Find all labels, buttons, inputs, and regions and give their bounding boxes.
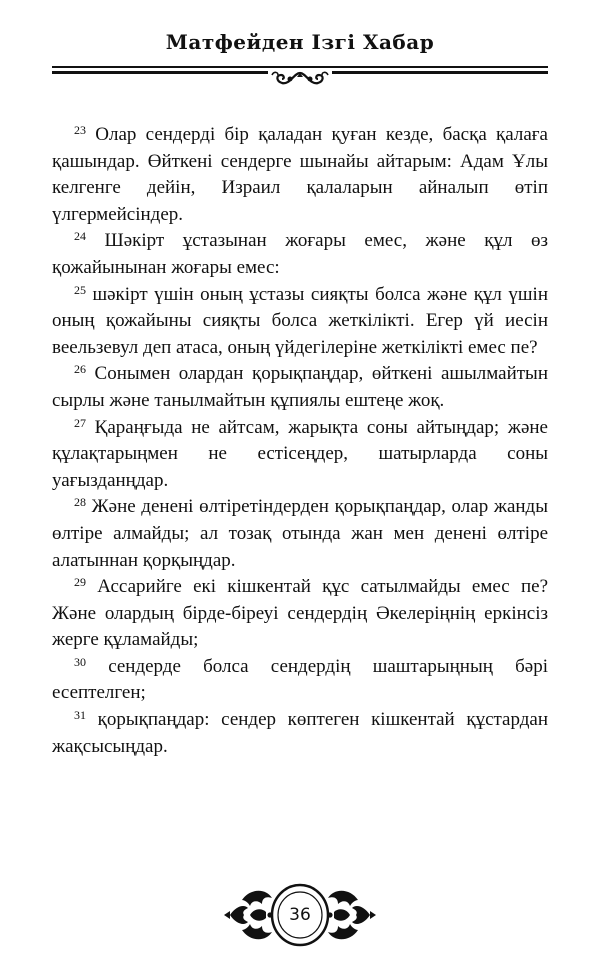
verse-text: Ассарийге екі кішкентай құс сатылмайды емес пе? Және олардың бірде-біреуі сендердің Әкелеріңнің еркінсіз жерге құламайды;	[52, 576, 548, 651]
header-rule-thin	[52, 66, 548, 68]
verse-text: шәкірт үшін оның ұстазы сияқты болса және құл үшін оның қожайыны сияқты болса жеткілікті. Егер үй иесін веельзевул деп атаса, оның үйдегілеріне жеткілікті емес пе?	[52, 283, 548, 358]
verse-text: Және денені өлтіретіндерден қорықпаңдар, олар жанды өлтіре алмайды; ал тозақ отында жан мен денені өлтіре алатыннан қорқыңдар.	[52, 496, 548, 571]
verse-number: 31	[74, 708, 86, 723]
verse-26	[52, 361, 548, 414]
verse-24	[52, 228, 548, 281]
verse-23	[52, 122, 548, 228]
verse-number: 25	[74, 282, 86, 297]
verse-25	[52, 282, 548, 362]
verse-29	[52, 574, 548, 654]
verse-31	[52, 707, 548, 760]
verse-text: қорықпаңдар: сендер көптеген кішкентай құстардан жақсысыңдар.	[52, 709, 548, 757]
verse-text: Олар сендерді бір қаладан қуған кезде, басқа қалаға қашындар. Өйткені сендерге шынайы айтарым: Адам Ұлы келгенге дейін, Израил қалаларын айналып өтіп үлгермейсіндер.	[52, 124, 548, 225]
verse-number: 26	[74, 362, 86, 377]
floral-ornament-icon	[268, 69, 332, 89]
verse-text: Сонымен олардан қорықпаңдар, өйткені ашылмайтын сырлы және танылмайтын құпиялы ештеңе жоқ.	[52, 363, 548, 411]
page-header-title: Матфейден Ізгі Хабар	[165, 30, 435, 54]
verse-number: 28	[74, 495, 86, 510]
verse-27	[52, 415, 548, 495]
scripture-text	[52, 122, 548, 760]
verse-text: Қараңғыда не айтсам, жарықта соны айтыңдар; және құлақтарыңмен не естісеңдер, шатырларда соны уағызданңдар.	[52, 416, 548, 491]
page-number: 36	[289, 905, 311, 925]
verse-number: 30	[74, 654, 86, 669]
verse-number: 27	[74, 415, 86, 430]
verse-number: 24	[74, 229, 86, 244]
verse-text: Шәкірт ұстазынан жоғары емес, және құл өз қожайынынан жоғары емес:	[52, 230, 548, 278]
verse-number: 29	[74, 575, 86, 590]
verse-30	[52, 654, 548, 707]
verse-text: сендерде болса сендердің шаштарыңның бәрі есептелген;	[52, 655, 548, 704]
verse-number: 23	[74, 123, 86, 137]
verse-28	[52, 494, 548, 574]
